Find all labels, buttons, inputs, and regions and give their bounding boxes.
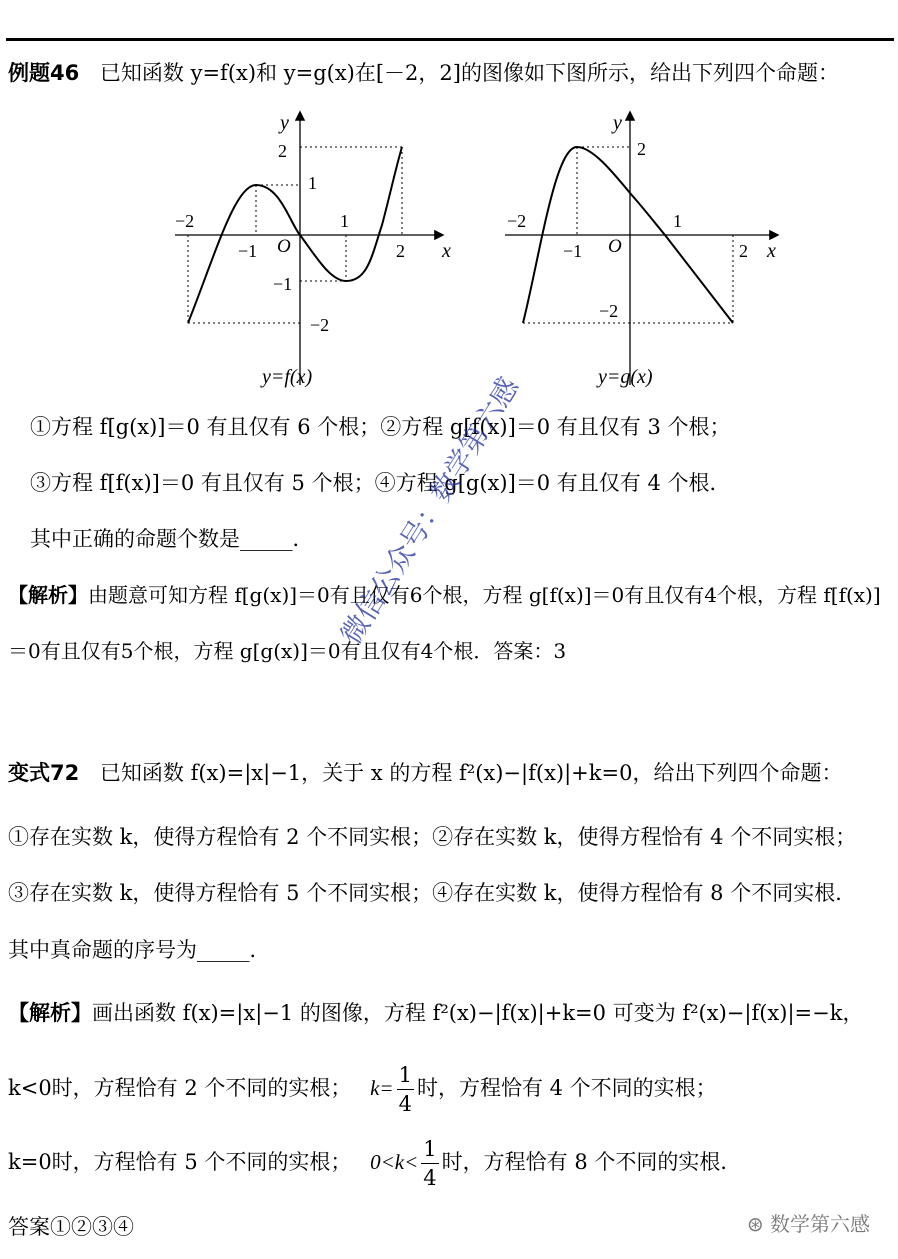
variant-answer: 答案①②③④ — [8, 1215, 134, 1239]
graph-f-tick: 1 — [308, 173, 317, 193]
wechat-icon: ⊛ — [746, 1212, 764, 1236]
graph-g-tick: −2 — [507, 211, 527, 231]
example-question: 其中正确的命题个数是_____． — [30, 527, 314, 551]
fraction-denominator: 4 — [423, 1166, 437, 1190]
variant-analysis-line — [8, 1058, 717, 1118]
analysis-text: 时，方程恰有 4 个不同的实根； — [416, 1076, 717, 1100]
analysis-text: k<0时，方程恰有 2 个不同的实根； — [8, 1076, 352, 1100]
analysis-label: 【解析】 — [8, 1001, 92, 1025]
variant-analysis-line — [8, 998, 863, 1028]
graph-g-caption: y=g(x) — [598, 366, 653, 388]
example-proposition-line: ①方程 f[g(x)]＝0 有且仅有 6 个根；②方程 g[f(x)]＝0 有且仅有 3 个根； — [30, 415, 731, 439]
example-proposition-line: ③方程 f[f(x)]＝0 有且仅有 5 个根；④方程 g[g(x)]＝0 有且仅有 4 个根． — [30, 471, 731, 495]
graph-f — [160, 105, 460, 395]
variant-stem: 已知函数 f(x)=|x|−1，关于 x 的方程 f²(x)−|f(x)|+k=0，给出下列四个命题： — [99, 761, 843, 785]
graph-g-tick: 2 — [637, 139, 646, 159]
variant-label: 变式72 — [8, 761, 80, 785]
example-analysis-line: ＝0有且仅有5个根，方程 g[g(x)]＝0有且仅有4个根．答案：3 — [8, 639, 567, 663]
wechat-logo — [747, 1208, 870, 1237]
graph-f-tick: 2 — [278, 141, 287, 161]
variant-proposition-line: ①存在实数 k，使得方程恰有 2 个不同实根；②存在实数 k，使得方程恰有 4 个不同实根； — [8, 825, 857, 849]
example-stem-line — [8, 58, 839, 88]
graph-f-tick: −2 — [310, 315, 330, 335]
graph-g-tick: 2 — [739, 241, 748, 261]
fraction-denominator: 4 — [398, 1092, 412, 1116]
variant-analysis-line — [8, 1132, 741, 1192]
graph-g-tick: −1 — [563, 241, 583, 261]
variant-proposition-line: ③存在实数 k，使得方程恰有 5 个不同实根；④存在实数 k，使得方程恰有 8 个不同实根． — [8, 881, 857, 905]
analysis-text: 时，方程恰有 8 个不同的实根． — [441, 1150, 742, 1174]
fraction-numerator: 1 — [421, 1135, 438, 1164]
graph-f-tick: 2 — [396, 241, 405, 261]
graph-f-x-label: x — [442, 240, 451, 262]
variant-stem-line — [8, 758, 842, 788]
graph-g-x-label: x — [767, 240, 776, 262]
example-stem: 已知函数 y=f(x)和 y=g(x)在[－2，2]的图像如下图所示，给出下列四个命题： — [99, 61, 839, 85]
example-analysis-line — [8, 580, 881, 610]
fraction-numerator: 1 — [397, 1061, 414, 1090]
graph-g-tick: 1 — [673, 211, 682, 231]
graph-f-tick: 1 — [340, 211, 349, 231]
example-label: 例题46 — [8, 61, 80, 85]
graph-f-tick: −1 — [238, 241, 258, 261]
graph-f-tick: −2 — [175, 211, 195, 231]
graph-g-tick: −2 — [599, 301, 619, 321]
variant-question: 其中真命题的序号为_____． — [8, 938, 271, 962]
analysis-text: 画出函数 f(x)=|x|−1 的图像，方程 f²(x)−|f(x)|+k=0 可变为 f²(x)−|f(x)|=−k， — [92, 1001, 864, 1025]
graph-f-y-label: y — [280, 112, 289, 134]
analysis-label: 【解析】 — [8, 583, 88, 607]
analysis-math: k= — [370, 1076, 394, 1100]
analysis-text: k=0时，方程恰有 5 个不同的实根； — [8, 1150, 352, 1174]
analysis-text: 由题意可知方程 f[g(x)]＝0有且仅有6个根，方程 g[f(x)]＝0有且仅有4个根，方程 f[f(x)] — [88, 583, 881, 607]
graph-g-y-label: y — [613, 112, 622, 134]
graph-f-caption: y=f(x) — [262, 366, 313, 388]
fraction — [421, 1135, 438, 1192]
fraction — [397, 1061, 414, 1118]
graph-g-origin: O — [608, 236, 622, 257]
graph-f-tick: −1 — [273, 274, 293, 294]
graph-g — [495, 105, 795, 395]
top-rule — [6, 38, 894, 41]
analysis-math: 0<k< — [370, 1150, 419, 1174]
graph-f-origin: O — [277, 236, 291, 257]
logo-text: 数学第六感 — [770, 1212, 870, 1236]
watermark: 微信公众号：数学第六感 — [334, 371, 526, 651]
